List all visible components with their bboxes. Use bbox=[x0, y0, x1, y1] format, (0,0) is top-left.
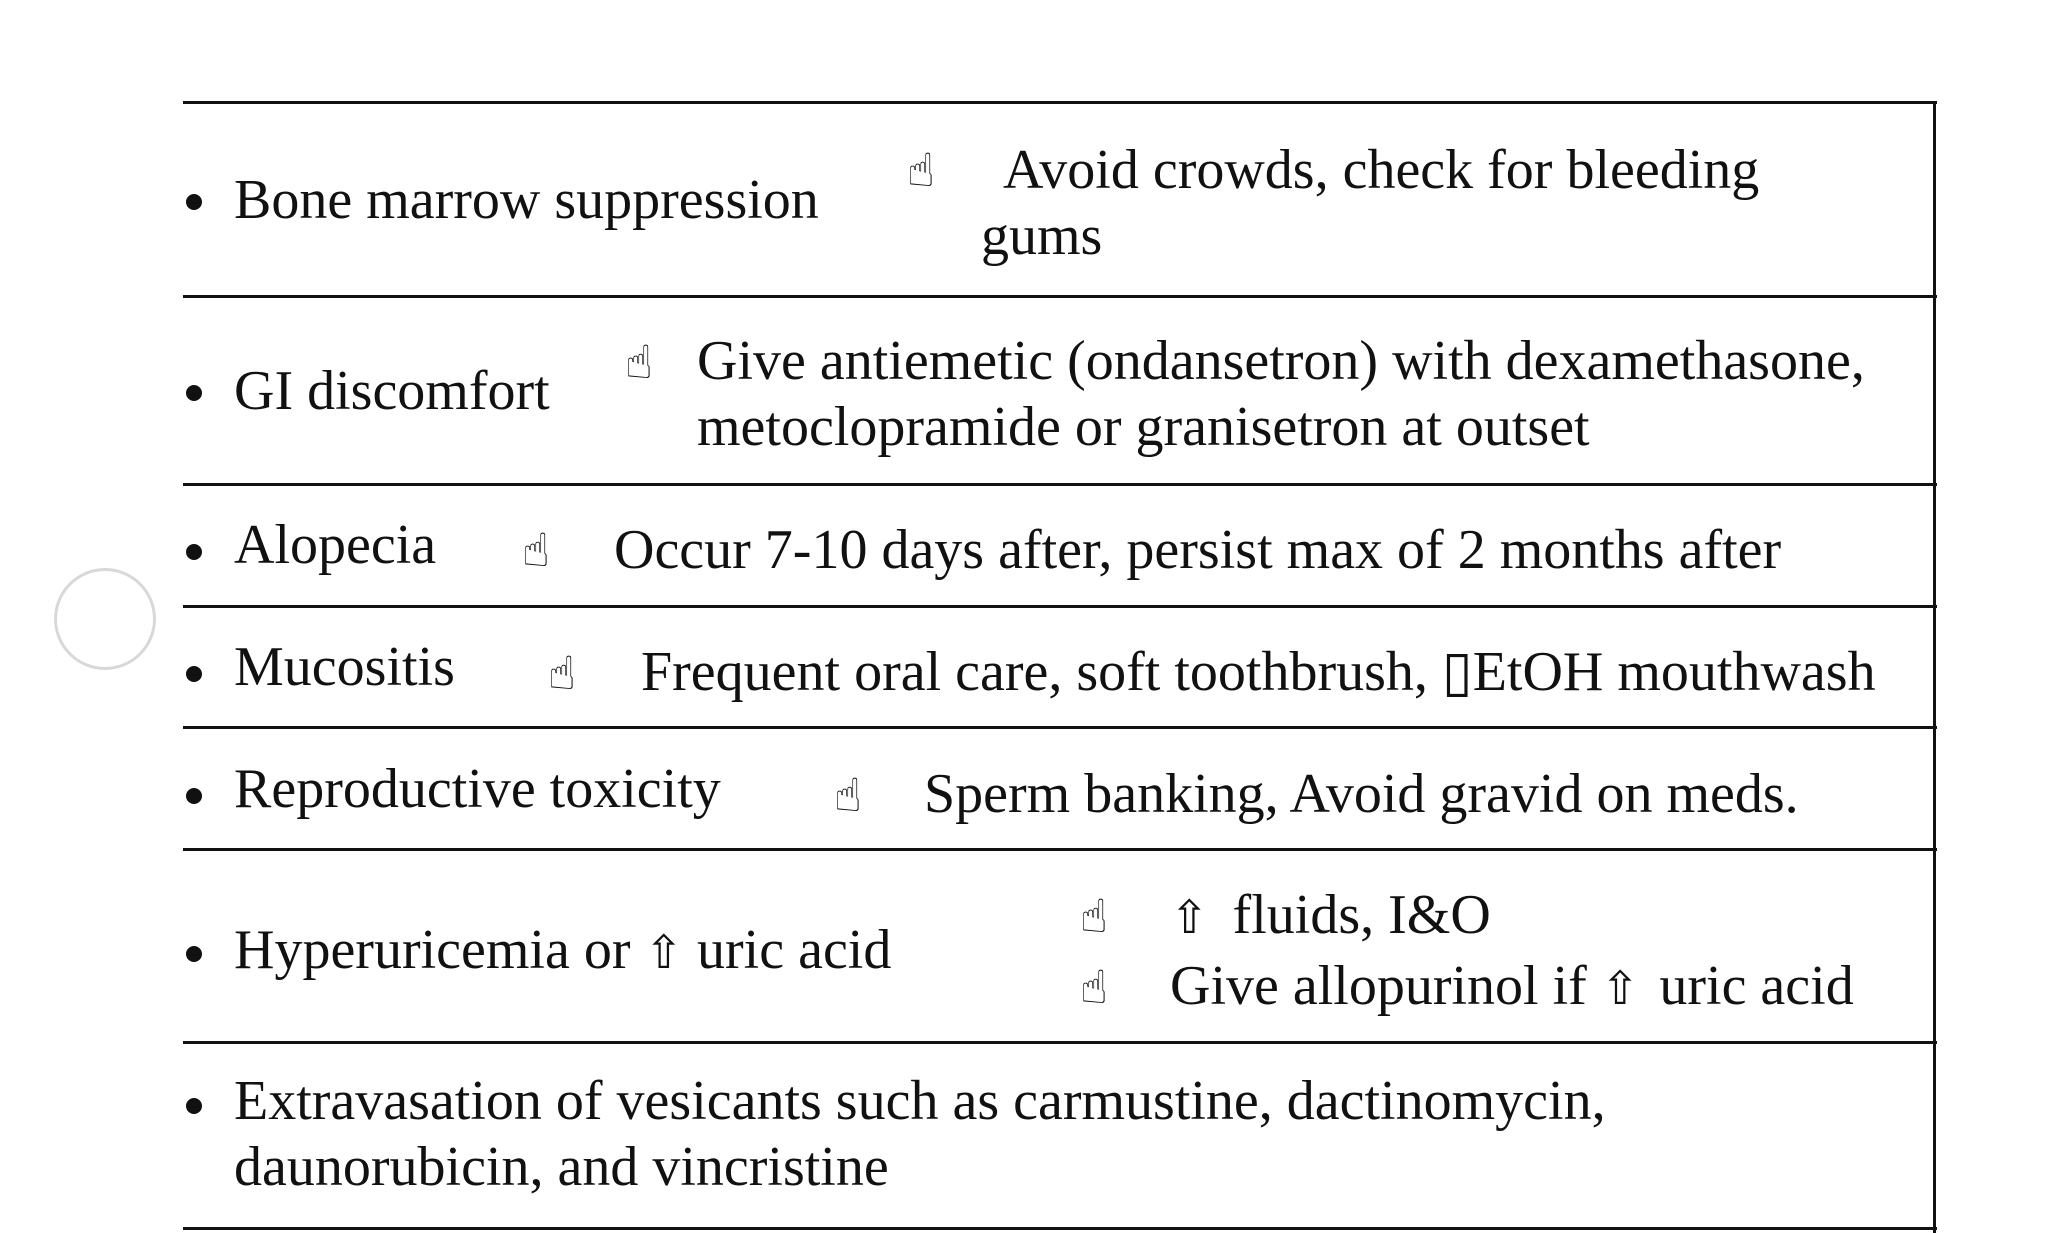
pointing-hand-icon: ☝ bbox=[1080, 889, 1109, 943]
row-term: GI discomfort bbox=[234, 360, 550, 422]
row-term: Mucositis bbox=[234, 636, 455, 698]
table-rule bbox=[183, 726, 1937, 729]
row-note: Occur 7-10 days after, persist max of 2 months after bbox=[614, 519, 1782, 581]
note-line: Avoid crowds, check for bleeding bbox=[1003, 139, 1760, 201]
circle-cursor-marker[interactable] bbox=[54, 568, 156, 670]
up-arrow-icon: ⇧ bbox=[1170, 890, 1209, 944]
bullet bbox=[186, 194, 202, 210]
row-note bbox=[981, 137, 1759, 269]
row-note bbox=[1170, 882, 1491, 950]
pointing-hand-icon: ☝ bbox=[548, 646, 577, 700]
bullet bbox=[186, 946, 202, 962]
note-line: gums bbox=[981, 205, 1103, 267]
term-line: Extravasation of vesicants such as carmustine, dactinomycin, bbox=[234, 1070, 1606, 1132]
table-rule bbox=[183, 483, 1937, 486]
pointing-hand-icon: ☝ bbox=[834, 768, 863, 822]
row-term: Alopecia bbox=[234, 514, 437, 576]
row-term: Bone marrow suppression bbox=[234, 169, 819, 231]
row-term bbox=[234, 917, 891, 985]
row-note bbox=[1170, 953, 1854, 1021]
term-line: daunorubicin, and vincristine bbox=[234, 1136, 889, 1198]
note-text: fluids, I&O bbox=[1232, 884, 1491, 946]
pointing-hand-icon: ☝ bbox=[1080, 960, 1109, 1014]
note-text: Give allopurinol if bbox=[1170, 955, 1587, 1017]
table-rule bbox=[183, 848, 1937, 851]
table-rule bbox=[183, 1041, 1937, 1044]
up-arrow-icon: ⇧ bbox=[1600, 961, 1640, 1015]
term-text: uric acid bbox=[697, 919, 892, 981]
row-note bbox=[697, 328, 1865, 460]
bullet bbox=[186, 385, 202, 401]
table-rule-top bbox=[183, 101, 1937, 104]
note-line: metoclopramide or granisetron at outset bbox=[697, 396, 1590, 458]
bullet bbox=[186, 788, 202, 804]
bullet bbox=[186, 1098, 202, 1114]
pointing-hand-icon: ☝ bbox=[522, 523, 551, 577]
up-arrow-icon: ⇧ bbox=[644, 925, 684, 979]
term-text: Hyperuricemia or bbox=[234, 919, 631, 981]
note-line: Give antiemetic (ondansetron) with dexamethasone, bbox=[697, 330, 1865, 392]
row-term bbox=[234, 1068, 1606, 1200]
row-term: Reproductive toxicity bbox=[234, 758, 721, 820]
pointing-hand-icon: ☝ bbox=[625, 335, 654, 389]
table-rule bbox=[183, 295, 1937, 298]
bullet bbox=[186, 666, 202, 682]
row-note: Sperm banking, Avoid gravid on meds. bbox=[924, 763, 1799, 825]
note-text: uric acid bbox=[1659, 955, 1854, 1017]
bullet bbox=[186, 544, 202, 560]
pointing-hand-icon: ☝ bbox=[907, 143, 936, 197]
table-rule bbox=[183, 605, 1937, 608]
row-note: Frequent oral care, soft toothbrush, ▯EtOH mouthwash bbox=[641, 641, 1876, 703]
